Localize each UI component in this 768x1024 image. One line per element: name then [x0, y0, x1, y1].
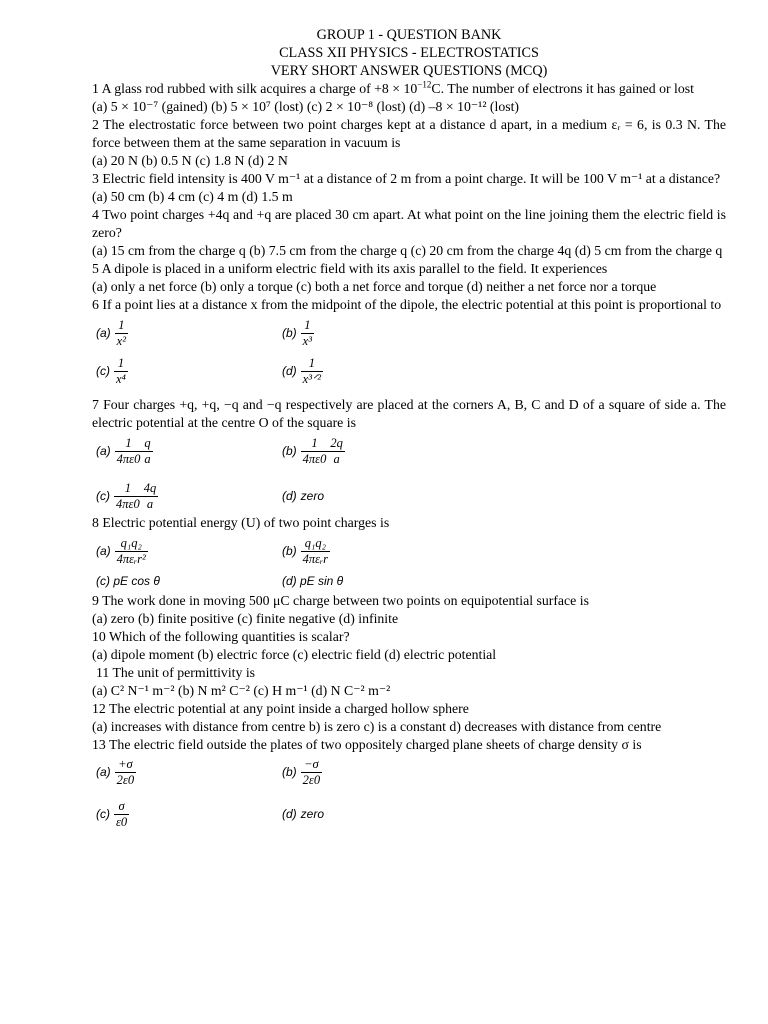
- question-7: 7 Four charges +q, +q, −q and −q respectively are placed at the corners A, B, C and D of a square of side a. The electric potential at the centre O of the square is: [92, 397, 726, 430]
- question-12: 12 The electric potential at any point inside a charged hollow sphere: [92, 701, 469, 716]
- fraction: 1 x³: [302, 318, 312, 348]
- question-10-options: (a) dipole moment (b) electric force (c) electric field (d) electric potential: [92, 647, 497, 662]
- fraction: 1 4πε0: [302, 436, 327, 466]
- question-8-option-b: (b) q₁q₂ 4πεᵣr: [282, 536, 329, 566]
- question-7-option-a: (a) 1 4πε0 q a: [96, 436, 151, 466]
- fraction: 1 x³ᐟ²: [302, 356, 322, 386]
- question-8-options-row-2: [92, 570, 726, 592]
- question-11-options: (a) C² N⁻¹ m⁻² (b) N m² C⁻² (c) H m⁻¹ (d) N C⁻² m⁻²: [92, 683, 391, 698]
- question-4: 4 Two point charges +4q and +q are placed 30 cm apart. At what point on the line joining them the electric field is zero?: [92, 207, 726, 240]
- fraction: +σ 2ε0: [116, 757, 135, 787]
- question-8: 8 Electric potential energy (U) of two point charges is: [92, 515, 390, 530]
- question-7-options-row-2: [92, 478, 726, 514]
- question-1-exponent: −12: [417, 79, 432, 90]
- question-13-options-row-2: [92, 796, 726, 832]
- question-5: 5 A dipole is placed in a uniform electric field with its axis parallel to the field. It experiences: [92, 261, 608, 276]
- fraction: 1 4πε0: [116, 481, 140, 511]
- document-header: [92, 26, 726, 80]
- question-6-options-row-1: [92, 314, 726, 352]
- question-13-option-a: (a) +σ 2ε0: [96, 757, 135, 787]
- question-6-options-row-2: [92, 352, 726, 390]
- question-13-option-b: (b) −σ 2ε0: [282, 757, 321, 787]
- question-13-option-d: (d) zero: [282, 807, 325, 821]
- question-1-text-a: 1 A glass rod rubbed with silk acquires a charge of +8 × 10: [92, 81, 418, 96]
- fraction: −σ 2ε0: [302, 757, 321, 787]
- question-5-options: (a) only a net force (b) only a torque (c) both a net force and torque (d) neither a net force nor a torque: [92, 279, 657, 294]
- header-line-2: CLASS XII PHYSICS - ELECTROSTATICS: [279, 45, 539, 61]
- question-13: 13 The electric field outside the plates of two oppositely charged plane sheets of charge density σ is: [92, 737, 642, 752]
- fraction: 4q a: [143, 481, 157, 511]
- fraction: q₁q₂ 4πεᵣr²: [116, 536, 146, 566]
- fraction: 2q a: [330, 436, 343, 466]
- question-9-options: (a) zero (b) finite positive (c) finite negative (d) infinite: [92, 611, 399, 626]
- question-8-option-a: (a) q₁q₂ 4πεᵣr²: [96, 536, 146, 566]
- question-12-options: (a) increases with distance from centre b) is zero c) is a constant d) decreases with distance from centre: [92, 719, 662, 734]
- fraction: 1 x⁴: [116, 356, 126, 386]
- question-3-options: (a) 50 cm (b) 4 cm (c) 4 m (d) 1.5 m: [92, 189, 293, 204]
- question-bank-page: [92, 26, 726, 832]
- question-8-option-c: (c) pE cos θ: [96, 574, 160, 588]
- question-6-option-c: (c) 1 x⁴: [96, 356, 126, 386]
- question-4-options: (a) 15 cm from the charge q (b) 7.5 cm from the charge q (c) 20 cm from the charge 4q (d) 5 cm from the charge q: [92, 243, 723, 258]
- question-8-option-d: (d) pE sin θ: [282, 574, 344, 588]
- fraction: 1 x²: [116, 318, 126, 348]
- question-11: 11 The unit of permittivity is: [96, 665, 256, 680]
- question-1-text-b: C. The number of electrons it has gained or lost: [431, 81, 694, 96]
- question-6-option-b: (b) 1 x³: [282, 318, 312, 348]
- question-13-option-c: (c) σ ε0: [96, 799, 128, 829]
- question-6-option-a: (a) 1 x²: [96, 318, 126, 348]
- question-10: 10 Which of the following quantities is scalar?: [92, 629, 350, 644]
- fraction: q₁q₂ 4πεᵣr: [302, 536, 329, 566]
- fraction: q a: [144, 436, 151, 466]
- question-1: [92, 80, 726, 98]
- question-2-options: (a) 20 N (b) 0.5 N (c) 1.8 N (d) 2 N: [92, 153, 288, 168]
- question-9: 9 The work done in moving 500 μC charge between two points on equipotential surface is: [92, 593, 589, 608]
- fraction: 1 4πε0: [116, 436, 141, 466]
- question-7-options-row-1: [92, 432, 726, 472]
- header-line-3: VERY SHORT ANSWER QUESTIONS (MCQ): [270, 63, 548, 79]
- question-6-option-d: (d) 1 x³ᐟ²: [282, 356, 322, 386]
- question-7-option-c: (c) 1 4πε0 4q a: [96, 481, 157, 511]
- fraction: σ ε0: [116, 799, 128, 829]
- question-13-options-row-1: [92, 754, 726, 790]
- question-3: 3 Electric field intensity is 400 V m⁻¹ at a distance of 2 m from a point charge. It will be 100 V m⁻¹ at a distance?: [92, 171, 721, 186]
- question-7-option-d: (d) zero: [282, 489, 325, 503]
- question-2: 2 The electrostatic force between two point charges kept at a distance d apart, in a medium εᵣ = 6, is 0.3 N. The force between them at the same separation in vacuum is: [92, 117, 726, 150]
- question-7-option-b: (b) 1 4πε0 2q a: [282, 436, 343, 466]
- question-8-options-row-1: [92, 532, 726, 570]
- header-line-1: GROUP 1 - QUESTION BANK: [316, 27, 502, 43]
- question-6: 6 If a point lies at a distance x from the midpoint of the dipole, the electric potential at this point is proportional to: [92, 297, 722, 312]
- question-1-options: (a) 5 × 10⁻⁷ (gained) (b) 5 × 10⁷ (lost) (c) 2 × 10⁻⁸ (lost) (d) –8 × 10⁻¹² (lost): [92, 99, 520, 114]
